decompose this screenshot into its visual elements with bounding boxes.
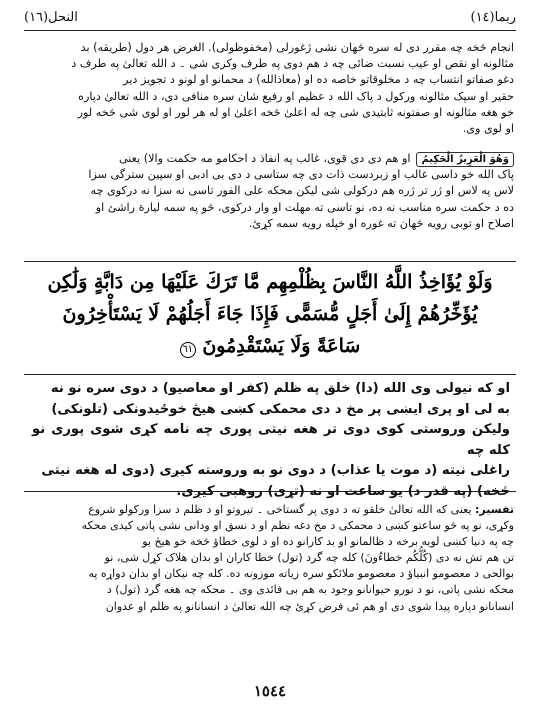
tafsir-line: چه په دنيا کښی لويه برخه د ظالمانو او بد کارانو ده او د لوی خطاؤ څخه خو هيڅ يو — [142, 535, 514, 549]
translation-line: به لی او پری ايښی پر مخ د دی محمکی کښی هيڅ خوځيدونکی (تلونکی) — [51, 401, 510, 417]
commentary-paragraph-2 — [26, 151, 514, 232]
tafsir-line: بوالحی د معصومو انبياؤ د معصومو ملائکو سره زياته موزونه ده. کله چه نيکان او بدان دواړه په — [88, 567, 514, 581]
tafsir-label: تفسير: — [475, 503, 514, 516]
verse-line-content: سَاعَةً وَلَا يَسْتَقْدِمُونَ — [202, 335, 361, 357]
page-number: ١٥٤٤ — [253, 682, 287, 700]
text-line: او لوی وی. — [462, 122, 514, 136]
tafsir-line: وکړی، نو په څو ساعتو کښی د محمکی د مخ دغه نظم او د نسق او ودانی نشی پاتی کيدی محکه — [81, 519, 514, 533]
translation-line: وليکن وروستی کوی دوی تر هغه نيتی پوری چه نامه کړی شوی پوری نو کله چه — [32, 422, 510, 458]
translation-line: او که نيولی وی الله (دا) خلق په ظلم (کفر او معاصيو) د دوی سره نو نه — [50, 381, 510, 396]
text-line: انجام څخه چه مقرر دی له سره څهان نشی ژغورلی (مخفوظولی). الغرض هر دول (طريقه) بد — [80, 41, 514, 54]
text-line: پاک الله خو داسی غالب او زبردست ذات دی چه ستاسی د دی بی ادبی او سپين سترگی سزا — [88, 168, 514, 182]
surah-label: النحل(١٦) — [24, 9, 78, 25]
text-line: ده د حکمت سره مناسب نه ده، نو تاسی ته مهلت او وار درکوی، څو په سمه ليارة راشئ او — [95, 200, 514, 214]
tafsir-line: تن هم تش نه دی (كُلُّكُم خطاءُونَ) کله چه گرد (تول) خطا کاران او بدان هلاک کړل شی، نو — [104, 551, 514, 565]
translation-box — [24, 374, 516, 499]
text-line: مثالونه او نقص او عيب نسبت ضائی چه د هم دوی په طرف وکری شی ۔ د الله تعالیٰ په طرف د — [71, 57, 514, 71]
tafsir-line: انسانانو دپاره پيدا شوی دی او هم ئی فرض کړئ چه الله تعالیٰ د انسانانو په ظلم او عدوان — [105, 599, 514, 613]
text-line: خو هغه مثالونه او صفتونه ثابتيدی شی چه له اعلیٰ څخه اعلیٰ او له هر لور او لوی شی څخه لور — [77, 105, 514, 119]
text-line: دغو صفاتو انتساب چه د مخلوقاتو خاصه ده او (معاذالله) د محمانو او لونو د تجويز دير — [123, 73, 514, 87]
verse-number-icon: ٦١ — [180, 342, 196, 358]
juz-label: ربما(١٤) — [470, 9, 516, 25]
translation-text — [32, 379, 510, 502]
translation-line: راغلی نيته (د موت يا عذاب) د دوی نو به وروسته کيږی (دوی له هغه نيتی — [41, 463, 510, 478]
text-line-content: او هم دی دی قوی، غالب په انفاذ د احکامو مه حکمت والا) يعنی — [118, 152, 411, 165]
commentary-paragraph-1 — [26, 40, 514, 137]
tafsir-line — [26, 502, 514, 518]
tafsir-section — [26, 502, 514, 615]
page-header — [24, 6, 516, 28]
verse-line: وَلَوْ يُؤَاخِذُ اللَّهُ النَّاسَ بِظُلْمِهِم مَّا تَرَكَ عَلَيْهَا مِن دَابَّةٍ وَلَٰكِن — [47, 271, 493, 293]
translation-line: څخه) (په قدر د) يو ساعت او نه (تړی) روهبی کيږی. — [176, 483, 510, 499]
verse-phrase-badge: وَهُوَ الْعَزِيزُ الْحَكِيمُ — [416, 152, 514, 167]
tafsir-line-content: يعنی که الله تعالیٰ خلقو ته د دوی پر گستاخی ۔ تيروتو او د ظلم د سزا ورکولو شروع — [88, 503, 472, 516]
text-line: اصلاح او توبی رويه څهان ته غوره او خپله رويه سمه کړئ. — [248, 216, 514, 230]
verse-top-rule — [24, 261, 516, 262]
verse-line — [30, 330, 510, 362]
quran-verse — [30, 266, 510, 366]
tafsir-line: محکه نشی پاتی، نو د نورو حيوانانو وجود به هم بی فائدی وی ۔ محکه چه هغه گرد (تول) د — [106, 583, 514, 597]
text-line: لاس په لاس او ژر تر ژره هم درکولی شی ليکن محکه علی الفور تاسی نه سزا نه درکوی چه — [90, 184, 514, 198]
text-line — [26, 151, 514, 167]
text-line: حقير او سپک مثالونه ورکول د پاک الله د عظيم او رفيع شان سره منافى دی، د الله تعالیٰ دپاره — [78, 89, 514, 103]
verse-line: يُؤَخِّرُهُمْ إِلَىٰ أَجَلٍ مُّسَمًّى فَإِذَا جَاءَ أَجَلُهُمْ لَا يَسْتَأْخِرُونَ — [62, 303, 478, 325]
header-rule — [24, 30, 516, 31]
